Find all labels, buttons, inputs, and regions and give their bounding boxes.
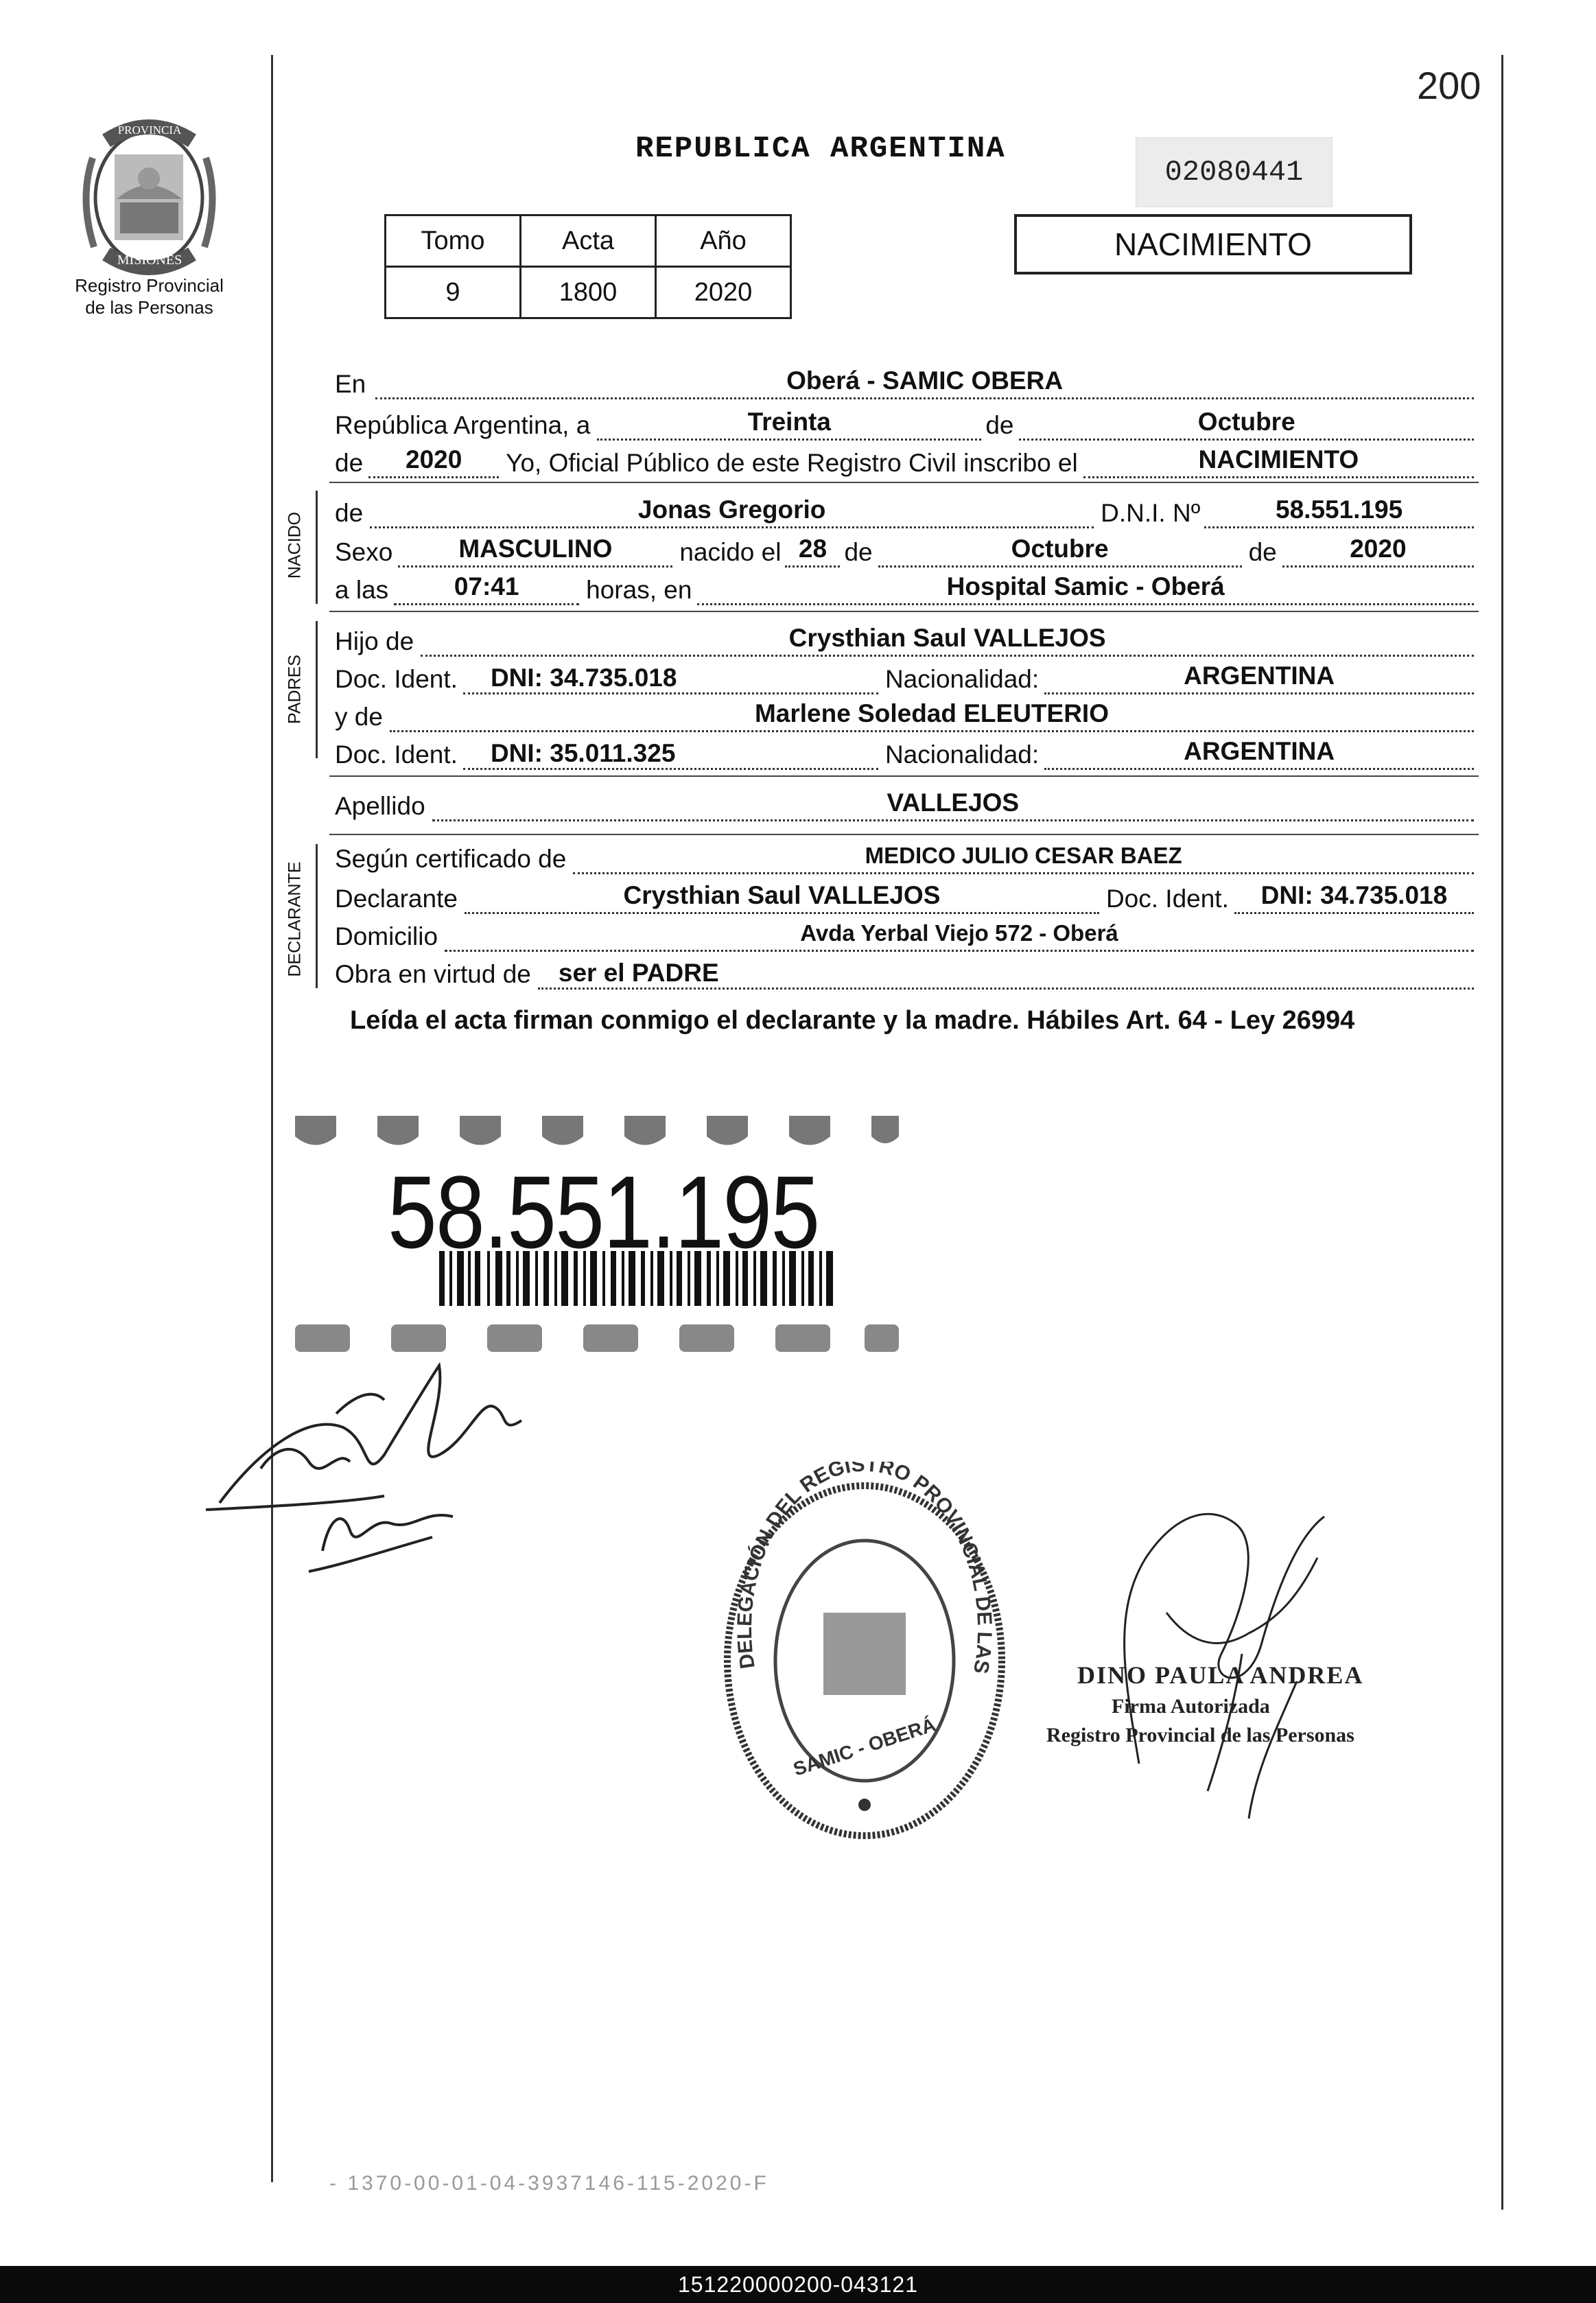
section-divider-4 — [329, 834, 1479, 835]
nacido-section-label: NACIDO — [285, 511, 305, 579]
declarant-signatures — [206, 1345, 563, 1606]
label-horas-en: horas, en — [586, 576, 692, 604]
logo-caption-line-2: de las Personas — [85, 297, 213, 318]
serial-number: 02080441 — [1136, 137, 1333, 207]
table-header-acta: Acta — [521, 215, 656, 267]
value-certificate: MEDICO JULIO CESAR BAEZ — [573, 842, 1474, 874]
value-month: Octubre — [1019, 408, 1474, 441]
label-de-year: de — [335, 449, 364, 477]
legal-legend: Leída el acta firman conmigo el declarante y la madre. Hábiles Art. 64 - Ley 26994 — [350, 1006, 1355, 1035]
value-mother-name: Marlene Soledad ELEUTERIO — [390, 700, 1474, 732]
form-row-father — [335, 621, 1474, 657]
section-divider-3 — [329, 775, 1479, 777]
value-day-words: Treinta — [597, 408, 981, 441]
label-doc-ident-mother: Doc. Ident. — [335, 740, 458, 769]
form-row-surname — [335, 786, 1474, 821]
declarante-section-label: DECLARANTE — [285, 861, 305, 977]
bottom-reference-code: - 1370-00-01-04-3937146-115-2020-F — [329, 2172, 769, 2195]
label-nacionalidad-mother: Nacionalidad: — [884, 740, 1040, 769]
value-father-doc: DNI: 34.735.018 — [463, 664, 878, 694]
registry-round-stamp — [714, 1462, 1016, 1846]
form-row-date — [335, 405, 1474, 441]
label-nacido-el: nacido el — [679, 538, 782, 566]
form-row-mother — [335, 697, 1474, 732]
declarante-section-bar — [316, 844, 318, 988]
logo-top-text: PROVINCIA DE — [117, 124, 182, 150]
label-apellido: Apellido — [335, 792, 425, 820]
form-row-address — [335, 916, 1474, 952]
value-sex: MASCULINO — [398, 535, 672, 568]
value-birth-year: 2020 — [1282, 535, 1474, 568]
label-de-year-2: de — [1248, 538, 1277, 566]
value-birth-place: Hospital Samic - Oberá — [697, 573, 1474, 605]
value-child-dni: 58.551.195 — [1204, 496, 1474, 528]
table-value-acta: 1800 — [521, 267, 656, 318]
form-row-declarant — [335, 878, 1474, 914]
officer-organization: Registro Provincial de las Personas — [1046, 1724, 1354, 1746]
form-row-inscribo — [335, 443, 1474, 478]
value-place: Oberá - SAMIC OBERA — [375, 367, 1474, 399]
value-birth-month: Octubre — [878, 535, 1242, 568]
form-row-reason — [335, 954, 1474, 990]
value-mother-nationality: ARGENTINA — [1044, 738, 1474, 770]
label-hijo-de: Hijo de — [335, 627, 414, 655]
label-oficial: Yo, Oficial Público de este Registro Civil inscribo el — [506, 449, 1078, 477]
label-de-name: de — [335, 499, 364, 527]
stamp-center-text: SAMIC - OBERÁ — [790, 1714, 939, 1780]
label-de-month: de — [844, 538, 873, 566]
volume-record-year-table — [384, 214, 792, 319]
logo-bottom-text: MISIONES — [117, 253, 183, 268]
value-reason: ser el PADRE — [538, 959, 1474, 990]
form-row-certificate — [335, 839, 1474, 874]
label-certificado: Según certificado de — [335, 845, 567, 873]
label-sexo: Sexo — [335, 538, 393, 566]
label-doc-ident-declarant: Doc. Ident. — [1105, 885, 1229, 913]
label-en: En — [335, 370, 366, 398]
value-inscribo: NACIMIENTO — [1083, 446, 1474, 478]
value-birth-day: 28 — [785, 535, 840, 568]
value-father-name: Crysthian Saul VALLEJOS — [421, 624, 1474, 657]
value-declarant-doc: DNI: 34.735.018 — [1234, 882, 1474, 914]
value-father-nationality: ARGENTINA — [1044, 662, 1474, 694]
label-obra: Obra en virtud de — [335, 960, 531, 988]
label-nacionalidad-father: Nacionalidad: — [884, 665, 1040, 693]
nacido-section-bar — [316, 491, 318, 604]
form-row-name — [335, 493, 1474, 528]
form-row-sex-birthdate — [335, 532, 1474, 568]
label-domicilio: Domicilio — [335, 922, 438, 950]
misiones-coat-of-arms-logo — [65, 117, 233, 278]
officer-role: Firma Autorizada — [1112, 1695, 1270, 1718]
table-header-anio: Año — [656, 215, 791, 267]
left-margin-line — [271, 55, 273, 2182]
value-declarant-name: Crysthian Saul VALLEJOS — [465, 882, 1099, 914]
value-surname: VALLEJOS — [432, 789, 1474, 821]
table-value-tomo: 9 — [386, 267, 521, 318]
table-header-tomo: Tomo — [386, 215, 521, 267]
form-row-time-place — [335, 570, 1474, 605]
padres-section-bar — [316, 621, 318, 758]
scan-footer-id: 151220000200-043121 — [0, 2266, 1596, 2303]
form-row-father-doc — [335, 659, 1474, 694]
label-declarante: Declarante — [335, 885, 458, 913]
label-y-de: y de — [335, 703, 383, 731]
padres-section-label: PADRES — [285, 655, 305, 724]
logo-caption-line-1: Registro Provincial — [75, 275, 224, 296]
value-year: 2020 — [368, 446, 499, 478]
record-type-box: NACIMIENTO — [1014, 214, 1412, 274]
value-mother-doc: DNI: 35.011.325 — [463, 740, 878, 770]
form-row-en — [335, 364, 1474, 399]
stamp-outer-text: DELEGACIÓN DEL REGISTRO PROVINCIAL DE LAS — [733, 1462, 996, 1676]
page-number: 200 — [1417, 64, 1481, 107]
table-value-anio: 2020 — [656, 267, 791, 318]
label-de: de — [985, 411, 1014, 439]
barcode-dni-number: 58.551.195 — [388, 1154, 819, 1270]
value-birth-time: 07:41 — [394, 573, 579, 605]
officer-name: DINO PAULA ANDREA — [1077, 1661, 1364, 1689]
officer-signature — [1070, 1475, 1386, 1832]
label-doc-ident-father: Doc. Ident. — [335, 665, 458, 693]
country-title: REPUBLICA ARGENTINA — [635, 132, 1006, 166]
label-republica: República Argentina, a — [335, 411, 591, 439]
logo-caption — [41, 274, 257, 318]
form-row-mother-doc — [335, 734, 1474, 770]
section-divider-1 — [329, 482, 1479, 483]
label-dni: D.N.I. Nº — [1101, 499, 1201, 527]
label-a-las: a las — [335, 576, 389, 604]
section-divider-2 — [329, 611, 1479, 612]
value-child-name: Jonas Gregorio — [370, 496, 1094, 528]
right-margin-line — [1501, 55, 1503, 2210]
value-address: Avda Yerbal Viejo 572 - Oberá — [445, 920, 1474, 952]
